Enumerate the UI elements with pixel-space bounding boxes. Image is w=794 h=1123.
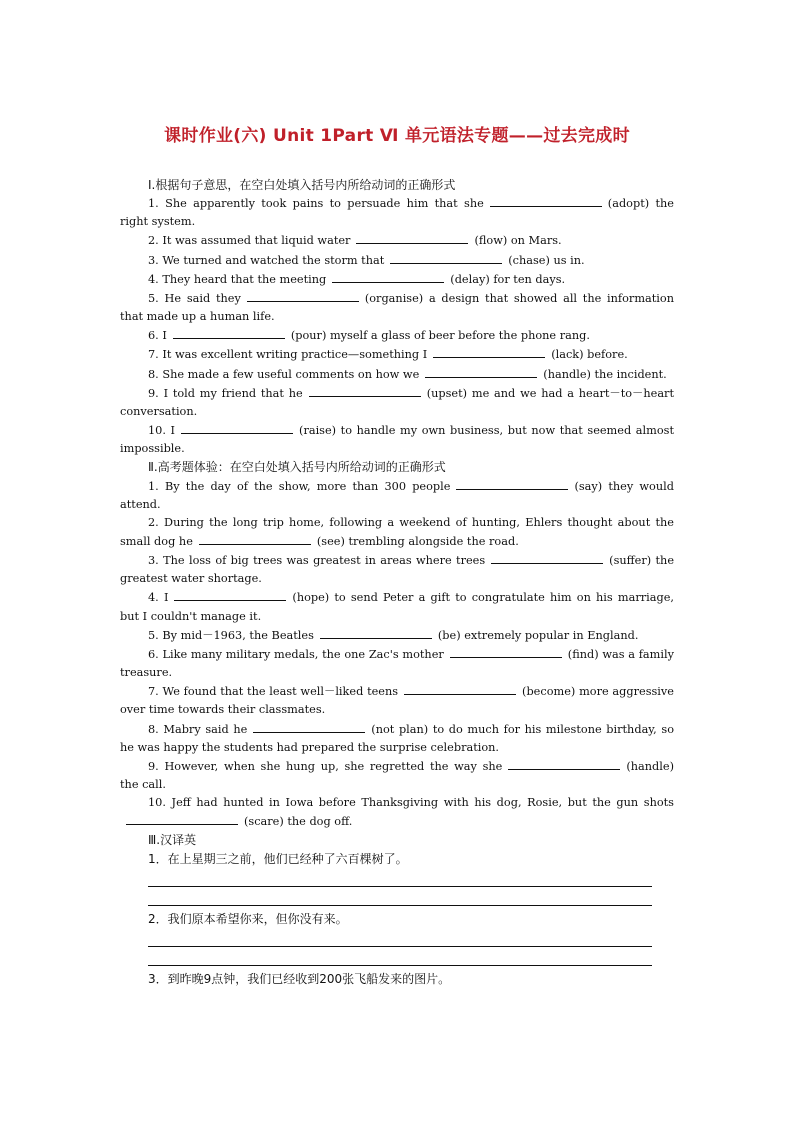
answer-blank[interactable] <box>320 626 432 639</box>
s1-item-6: 6. I (pour) myself a glass of beer before the phone rang. <box>120 326 674 345</box>
answer-line[interactable] <box>148 887 652 906</box>
s2-item-1: 1. By the day of the show, more than 300 people (say) they would attend. <box>120 477 674 514</box>
answer-line[interactable] <box>148 947 652 966</box>
answer-blank[interactable] <box>390 251 502 264</box>
s2-item-7: 7. We found that the least well－liked teens (become) more aggressive over time towards their classmates. <box>120 682 674 719</box>
answer-blank[interactable] <box>490 194 602 207</box>
answer-line[interactable] <box>148 928 652 947</box>
s3-item-3: 3．到昨晚9点钟，我们已经收到200张飞船发来的图片。 <box>148 971 451 986</box>
answer-blank[interactable] <box>425 365 537 378</box>
s1-item-9: 9. I told my friend that he (upset) me and we had a heart－to－heart conversation. <box>120 384 674 421</box>
answer-blank[interactable] <box>309 384 421 397</box>
answer-blank[interactable] <box>404 682 516 695</box>
section-2-heading: Ⅱ.高考题体验：在空白处填入括号内所给动词的正确形式 <box>148 460 446 475</box>
s2-item-2: 2. During the long trip home, following a weekend of hunting, Ehlers thought about the small dog he (see) trembling alongside the road. <box>120 515 674 548</box>
s1-item-8: 8. She made a few useful comments on how we (handle) the incident. <box>120 365 674 384</box>
answer-blank[interactable] <box>173 326 285 339</box>
s1-item-10: 10. I (raise) to handle my own business, but now that seemed almost impossible. <box>120 421 674 458</box>
answer-blank[interactable] <box>450 645 562 658</box>
s1-item-4: 4. They heard that the meeting (delay) for ten days. <box>120 270 674 289</box>
answer-blank[interactable] <box>181 421 293 434</box>
s2-item-4: 4. I (hope) to send Peter a gift to congratulate him on his marriage, but I couldn't manage it. <box>120 588 674 625</box>
answer-blank[interactable] <box>508 757 620 770</box>
s1-item-1: 1. She apparently took pains to persuade him that she (adopt) the right system. <box>120 194 674 231</box>
section-3-heading: Ⅲ.汉译英 <box>148 833 197 848</box>
s1-item-3: 3. We turned and watched the storm that (chase) us in. <box>120 251 674 270</box>
answer-blank[interactable] <box>253 720 365 733</box>
s2-item-8: 8. Mabry said he (not plan) to do much for his milestone birthday, so he was happy the students had prepared the surprise celebration. <box>120 720 674 757</box>
answer-blank[interactable] <box>456 477 568 490</box>
answer-blank[interactable] <box>356 231 468 244</box>
answer-line[interactable] <box>148 868 652 887</box>
s2-item-10: 10. Jeff had hunted in Iowa before Thanksgiving with his dog, Rosie, but the gun shots(scare) the dog off. <box>120 794 674 831</box>
answer-blank[interactable] <box>247 289 359 302</box>
s2-item-9: 9. However, when she hung up, she regretted the way she (handle) the call. <box>120 757 674 794</box>
s2-item-6: 6. Like many military medals, the one Zac's mother (find) was a family treasure. <box>120 645 674 682</box>
answer-blank[interactable] <box>126 812 238 825</box>
s3-item-1: 1．在上星期三之前，他们已经种了六百棵树了。 <box>148 851 408 866</box>
s1-item-7: 7. It was excellent writing practice—something I (lack) before. <box>120 345 674 364</box>
s2-item-3: 3. The loss of big trees was greatest in areas where trees (suffer) the greatest water shortage. <box>120 551 674 588</box>
s1-item-5: 5. He said they (organise) a design that showed all the information that made up a human life. <box>120 289 674 326</box>
answer-blank[interactable] <box>199 532 311 545</box>
section-1-heading: Ⅰ.根据句子意思，在空白处填入括号内所给动词的正确形式 <box>148 178 456 192</box>
page-title: 课时作业(六) Unit 1Part Ⅵ 单元语法专题——过去完成时 <box>164 126 630 146</box>
answer-blank[interactable] <box>433 345 545 358</box>
s2-item-5: 5. By mid－1963, the Beatles (be) extremely popular in England. <box>120 626 674 645</box>
s3-item-2: 2．我们原本希望你来，但你没有来。 <box>148 911 348 926</box>
s1-item-2: 2. It was assumed that liquid water (flow) on Mars. <box>120 231 674 250</box>
answer-blank[interactable] <box>174 588 286 601</box>
answer-blank[interactable] <box>332 270 444 283</box>
exercise-content <box>120 176 674 988</box>
answer-blank[interactable] <box>491 551 603 564</box>
